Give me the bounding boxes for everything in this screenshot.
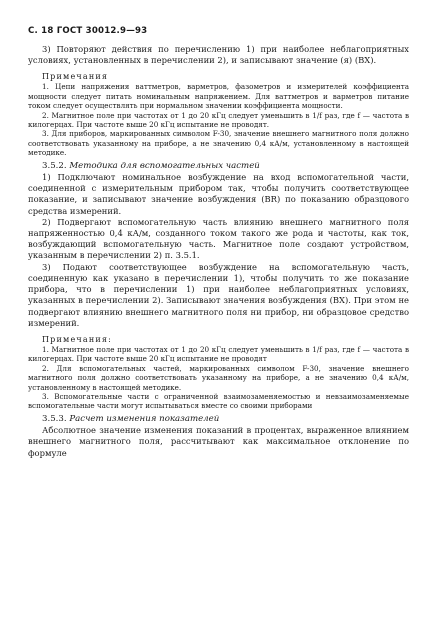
note-item: 1. Цепи напряжения ваттметров, варметров, фазометров и измерителей коэффициента мощности следует питать номинальным напряжением. Для ваттметров и варметров питание током следует осуществлять при нормальном значении коэффициента мощности. xyxy=(28,82,409,111)
section-number: 3.5.3. xyxy=(42,413,67,424)
section-number: 3.5.2. xyxy=(42,160,67,171)
section-heading xyxy=(42,414,409,425)
note-item: 3. Для приборов, маркированных символом F-30, значение внешнего магнитного поля должно соответствовать указанному на приборе, а не значению 0,4 кА/м, установленному в настоящей методике. xyxy=(28,129,409,158)
paragraph: 1) Подключают номинальное возбуждение на вход вспомогательной части, соединенной с измерительным прибором так, чтобы получить соответствующее показание, и записывают значение возбуждения (BR) по показанию образцового средства измерений. xyxy=(28,172,409,216)
page-header: С. 18 ГОСТ 30012.9—93 xyxy=(28,26,148,36)
paragraph: Абсолютное значение изменения показаний в процентах, выраженное влиянием внешнего магнитного поля, рассчитывают как максимальное отклонение по формуле xyxy=(28,425,409,458)
note-item: 1. Магнитное поле при частотах от 1 до 20 кГц следует уменьшить в 1/f раз, где f — частота в килогерцах. При частоте выше 20 кГц испытание не проводят xyxy=(28,344,409,364)
notes-title: Примечания: xyxy=(42,334,113,344)
paragraph-step3: 3) Повторяют действия по перечислению 1) при наиболее неблагоприятных условиях, установленных в перечислении 2), и записывают значение (я) (BX). xyxy=(28,44,409,66)
paragraph: 2) Подвергают вспомогательную часть влиянию внешнего магнитного поля напряженностью 0,4 кА/м, созданного током такого же рода и частоты, как ток, возбуждающий вспомогательную часть. Магнитное поле создают устройством, указанным в перечислении 2) п. 3.5.1. xyxy=(28,216,409,261)
section-title: Расчет изменения показателей xyxy=(69,413,220,424)
note-item: 3. Вспомогательные части с ограниченной взаимозаменяемостью и невзаимозаменяемые вспомогательные части могут испытываться вместе со своими приборами xyxy=(28,391,409,411)
paragraph: 3) Подают соответствующее возбуждение на вспомогательную часть, соединенную как указано в перечислении 1), чтобы получить то же показание прибора, что в перечислении 1) при наиболее неблагоприятных условиях, указанных в перечислении 2). Записывают значения возбуждения (BX). При этом не подвергают влиянию внешнего магнитного поля ни прибор, ни образцовое средство измерений. xyxy=(28,261,409,328)
note-item: 2. Для вспомогательных частей, маркированных символом F-30, значение внешнего магнитного поля должно соответствовать указанному на приборе, а не значению 0,4 кА/м, установленному в настоящей методике. xyxy=(28,363,409,392)
notes-title: Примечания xyxy=(42,72,109,82)
section-heading xyxy=(42,161,409,172)
section-title: Методика для вспомогательных частей xyxy=(69,160,260,171)
note-item: 2. Магнитное поле при частотах от 1 до 20 кГц следует уменьшить в 1/f раз, где f — частота в килогерцах. При частоте выше 20 кГц испытание не проводят. xyxy=(28,110,409,130)
